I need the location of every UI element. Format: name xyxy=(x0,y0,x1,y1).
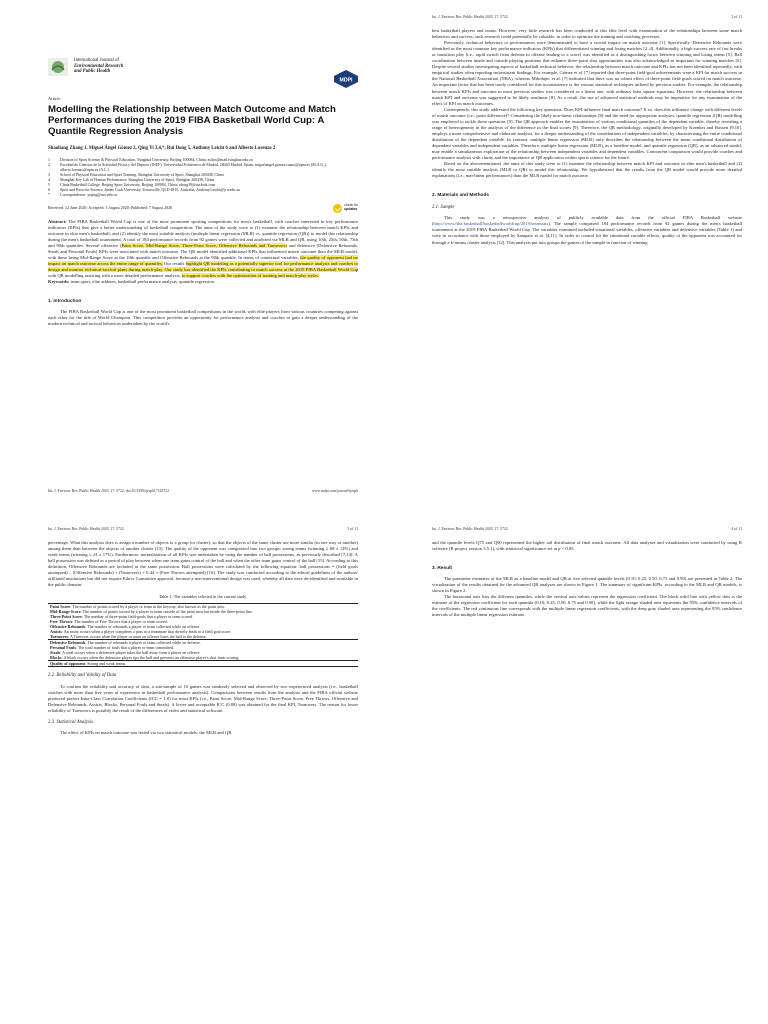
journal-header xyxy=(48,58,358,94)
methods-heading: 2. Materials and Methods xyxy=(432,193,490,199)
affiliation-number: 2 xyxy=(48,162,50,167)
reliability-subheading: 2.2. Reliability and Validity of Data xyxy=(48,673,117,679)
body-paragraph: Consequently, this study addressed the following key questions: Does KPI influence final match outcome? If so, does this influence change with different levels of match outcome (i.e., point difference)? Considering the likely non-linear relationships [8] and the need for appropriate analyses, quantile regression (QR) modelling was employed to tackle these questions [9]. The QR approach enables the examination of various conditional quantiles of the dependent variable, thereby revealing a range of heterogeneity in the analysis of the difference in the final scores [9]. Therefore, the QR methodology, originally developed by Koenker and Bassett [9,10], employs a more comprehensive and elaborate analysis, for a deeper understanding of the contributions of independent variables, by characterizing the entire conditional distribution of the dependent variable. In contrast, multiple linear regression (MLR) only describes the relationship between the mean conditional distribution of dependent variables and independent variables. Therefore, multiple linear regression (MLR), as a baseline model, and quantile regression (QR), as an advanced model, may enable a simultaneous exploration of the relationship between independent variables and dependent variables. Concurrent comparison would provide coaches and performance analysts with clarity and the importance of QR application within sports science for the future. xyxy=(432,106,742,161)
affiliation-number: * xyxy=(48,192,50,197)
sample-subheading: 2.1. Sample xyxy=(432,205,455,211)
journal-name-line2: Environmental Research xyxy=(74,63,124,69)
page-3 xyxy=(0,512,384,1024)
variable-name: Blocks xyxy=(50,655,62,661)
page-2 xyxy=(384,0,768,512)
abstract-text-1: The FIBA Basketball World Cup is one of the most prominent sporting competitions for men's basketball, with coaches interested in key performance indicators (KPIs) that give a better understanding of basketball competition. The aims of the study were to (1) examine the relationship between match KPIs and outcome in elite men's basketball; and (2) identify the most suitable analysis (multiple linear regression (MLR) vs. quantile regression (QR)) to model this relationship during the men's basketball tournament. A total of 184 performance records from 92 games were collected and analyzed via MLR and QR, using 10th, 25th, 50th, 75th and 90th quantiles. Several offensive ( xyxy=(48,218,358,248)
affiliation-text: Facultad de Ciencias de la Actividad Física y del Deporte (INEF), Universidad Politécnica de Madrid, 28040 Madrid, Spain; miguelangel.gomez.ruano@upm.es (M.Á.G.); alberto.lorenzo@upm.es (A.L.) xyxy=(60,162,327,172)
variable-name: Free Throws xyxy=(50,619,73,625)
variable-description: : An assist occurs when a player completes a pass to a teammate that directly leads to a field goal score. xyxy=(61,629,232,635)
affiliation-list xyxy=(48,158,358,198)
variable-name: Three-Point Score xyxy=(50,614,82,620)
check-for-updates-badge[interactable] xyxy=(333,204,358,213)
variable-description: : The total number of fouls that a player or team committed. xyxy=(75,645,174,651)
statistical-analysis-subheading: 2.3. Statistical Analysis xyxy=(48,719,93,725)
body-paragraph: The effect of KPIs on match outcome was tested via two statistical models: the MLR and QR xyxy=(60,729,232,735)
keywords xyxy=(48,279,358,285)
variable-description: : A steal occurs when a defensive player takes the ball away from a player on offence. xyxy=(60,650,201,656)
variable-name: Paint Score xyxy=(50,604,71,610)
paper-title: Modelling the Relationship between Match Outcome and Match Performances during the 2019 FIBA Basketball World Cup: A Quantile Regression Analysis xyxy=(48,104,336,138)
intro-heading: 1. Introduction xyxy=(48,299,82,305)
dates-row xyxy=(48,204,358,213)
keywords-label: Keywords: xyxy=(48,279,70,285)
abstract-label: Abstract: xyxy=(48,218,67,224)
page-2-running-head xyxy=(432,14,742,20)
variable-name: Mid-Range Score xyxy=(50,609,81,615)
affiliation-text: China Basketball College, Beijing Sport University, Beijing 100084, China; rdong39@outlook.com xyxy=(60,182,216,187)
citation-doi: Int. J. Environ. Res. Public Health 2020, 17, 5722; doi:10.3390/ijerph17165722 xyxy=(48,489,170,493)
sample-text-a: This study was a retrospective analysis of publicly available data from the official FIBA Basketball website ( xyxy=(432,215,742,227)
mdpi-logo-icon xyxy=(334,70,358,88)
affiliation-text: School of Physical Education and Sport Training, Shanghai University of Sport, Shanghai 200438, China xyxy=(60,172,224,177)
journal-name-line3: and Public Health xyxy=(74,69,111,75)
journal-branding xyxy=(48,58,123,76)
affiliation-number: 1 xyxy=(48,157,50,162)
results-heading: 3. Result xyxy=(432,566,452,572)
affiliation-item xyxy=(48,193,358,198)
variable-description: : The number of rebounds a player or team collected while on offence. xyxy=(85,624,201,630)
variable-description: : The number of rebounds a player or team collected while on defense. xyxy=(85,640,201,646)
variable-description: : The number of three-point field-goals that a player or team scored. xyxy=(81,614,194,620)
affiliation-text: Sport and Exercise Science, James Cook University, Townsville, QLD 4810, Australia; Anthony.Leicht@jcu.edu.au xyxy=(60,187,240,192)
variable-name: Assists xyxy=(50,629,62,635)
article-type: Article xyxy=(48,96,61,101)
check-updates-line1: check for xyxy=(344,203,358,208)
body-paragraph: best basketball players and teams. However, very little research has been conducted at this elite level with examination of the relationships between some match behaviors and success; such research could potentially be valuable, in order to optimize the training and coaching processes. xyxy=(432,28,742,40)
page-3-running-head xyxy=(48,526,358,532)
journal-url[interactable]: www.mdpi.com/journal/ijerph xyxy=(312,489,358,493)
table-row xyxy=(48,661,358,667)
fiba-stats-link[interactable]: http://www.fiba.basketball/basketballworldcup/2019/teamstats xyxy=(433,221,549,227)
affiliation-text: Division of Sport Science & Physical Education, Tsinghua University, Beijing 100084, China; zslinx@mail.tsinghua.edu.cn xyxy=(60,157,253,162)
publication-dates: Received: 12 June 2020; Accepted: 3 August 2020; Published: 7 August 2020 xyxy=(48,205,173,211)
variable-description: : The number of points scored by a player or team in the keyway, also known as the paint area. xyxy=(70,604,225,610)
abstract-text-2: ) and defensive (Defensive Rebounds, Steals and Personal Fouls) KPIs were associated with match outcome. The QR model identified additional KPIs that influenced match outcome than the MLR model, with these being Mid-Range Score at the 10th quantile and Offensive Rebounds at the 90th quantile. In terms of contextual variables, xyxy=(48,242,358,260)
keywords-text: team sport; elite athletes; basketball performance analysis; quantile regression xyxy=(69,279,214,285)
intro-paragraph: The FIBA Basketball World Cup is one of the most prominent basketball competitions in the world, with elite players from various countries competing against each other for the title of World Champion. This competition provides an opportunity for performance analysts and coaches to gain a deeper understanding of the modern technical and tactical behaviors undertaken by the world's xyxy=(48,309,358,327)
affiliation-text: Correspondence: yiqing@sus.edu.cn xyxy=(60,192,118,197)
abstract-highlight-4: to support coaches with the optimization of training and match-play styles. xyxy=(181,273,320,279)
affiliation-number: 5 xyxy=(48,182,50,187)
page-4-running-head xyxy=(432,526,742,532)
running-head-citation: Int. J. Environ. Res. Public Health 2020, 17, 5722 xyxy=(432,15,508,19)
abstract-text-3: Our results xyxy=(162,260,186,266)
running-head-citation: Int. J. Environ. Res. Public Health 2020, 17, 5722 xyxy=(432,527,508,531)
variable-name: Personal Fouls xyxy=(50,645,76,651)
variable-name: Turnovers xyxy=(50,634,69,640)
page-1-footer xyxy=(48,488,358,494)
body-paragraph: The horizontal axis lists the different quantiles, while the vertical axis values represent the regression coefficient. The black solid line with yellow dots is the estimate of the regression coefficient for each quantile (0.10, 0.25, 0.50, 0.75 and 0.90), while the light orange shaded area represents the 95% confidence intervals of the coefficients. The red continuous line corresponds with the multiple linear regression coefficients, with the deep gray shaded area representing the 95% confidence intervals of the multiple linear regression estimate. xyxy=(432,594,742,618)
affiliation-number: 3 xyxy=(48,172,50,177)
abstract xyxy=(48,219,358,286)
body-paragraph: Based on the abovementioned, the aims of this study were to (1) examine the relationship between match KPI and outcome in elite men's basketball and (2) identify the most suitable analysis (MLR or QR) to model this relationship. We hypothesized that the results from the QR model would provide more detailed explanations (i.e., non-linear performances) than the MLR model for match outcome. xyxy=(432,161,742,179)
page-number: 3 of 11 xyxy=(347,527,358,531)
author-list: Shaoliang Zhang 1, Miguel Ángel Gómez 2, Qing Yi 3,4,*, Rui Dong 5, Anthony Leicht 6 and Alberto Lorenzo 2 xyxy=(48,145,276,151)
page-number: 2 of 11 xyxy=(731,15,742,19)
mdpi-logo-text: MDPI xyxy=(339,77,353,84)
body-paragraph xyxy=(432,215,742,245)
table-1-caption: Table 1. The variables selected in the current study. xyxy=(158,594,248,600)
body-paragraph: The parameter estimates of the MLR as a baseline model and QR at five selected quantile levels (0.10, 0.25, 0.50, 0.75 and 0.90) are presented in Table 2. The visualization of the results obtained for the advanced QR analyses are shown in Figure 1. The summary of significant KPIs, according to the MLR and QR models, is shown in Figure 2. xyxy=(432,576,742,594)
abstract-highlight-1: Paint Score, Mid-Range Score, Three-Point Score, Offensive Rebounds and Turnovers xyxy=(121,242,286,248)
affiliation-number: 6 xyxy=(48,187,50,192)
variable-description: : Strong and weak teams. xyxy=(85,661,127,667)
variable-name: Steals xyxy=(50,650,61,656)
variable-description: : The number of Free Throws that a player or team scored. xyxy=(72,619,168,625)
affiliation-number: 4 xyxy=(48,177,50,182)
page-4 xyxy=(384,512,768,1024)
variable-description: : The number of points scored by a player or team outside of the paint area but inside the three-point line. xyxy=(80,609,253,615)
journal-logo-icon xyxy=(48,58,68,76)
body-paragraph: Previously, technical behaviors or performances were demonstrated to have a crucial impact on match outcome [1]. Specifically, Defensive Rebounds were identified as the most common key performance indicators (KPIs) that differentiated winning and losing matches [2–4]. Additionally, a high success rate of fast breaks or transition play (i.e., rapid switch from defense to offense leading to a score) was identified as a distinguishing factor between winning and losing teams [5]. Ball coordination between inside and outside playing positions that enhance three-point shot opportunities was also acknowledged as important for winning matches [6]. Despite several studies investigating aspects of basketball technical behavior, the relationship between match outcome and KPIs has not been identified repeatedly, with empirical studies often reporting inconsistent findings. For example, Gómez et al. [7] reported that three-point field-goal achievements were a KPI for match success in the National Basketball Association (NBA), whereas Mikołajec et al. [7] indicated that there was no robust effect of three-point field-goals scored on match outcome. An important factor that has been rarely considered for this inconsistency is the various statistical techniques utilized by previous studies. For example, the relationship between match KPIs and outcome in most previous studies was considered as a linear one, with ordinary least square equations. However, the relationship between match KPI and outcome was suggested to be likely nonlinear [8]. As a result, the use of advanced statistical methods may be imperative for any examination of the effect of KPI on match outcomes. xyxy=(432,40,742,106)
journal-name xyxy=(74,58,123,75)
body-paragraph: percentage. What this analysis does is assign a number of objects to a group (or cluster), so that the objects of the same cluster are more similar (in one way or another) among them than between the objects of another cluster [13]. The quality of the opponent was categorized into two groups: strong teams (winning ≥ 68 ± 14%) and weak teams (winning ≤ 24 ± 17%). Furthermore, normalization of all KPIs was undertaken by using the number of ball possessions, as previously described [7,14]. A ball possession was defined as a period of play between when one team gains control of the ball and when the other team gains control of the ball [15]. According to this definition, Offensive Rebounds are included in the same possession. Ball possessions were calculated by the following equation: ball possessions = (field goals attempted) – (Offensive Rebounds) + (Turnovers) + 0.44 × (Free Throws attempted) [16]. The study was conducted according to the ethical guidelines of the authors' affiliated institutions but did not require Ethics Committee approval, because a non-interventional design was used, whereby all data were de-identified and available in the public domain. xyxy=(48,540,358,588)
variable-name: Offensive Rebounds xyxy=(50,624,86,630)
check-updates-icon xyxy=(333,204,342,213)
variable-name: Quality of opponent xyxy=(50,661,86,667)
page-number: 4 of 11 xyxy=(731,527,742,531)
variable-name: Defensive Rebounds xyxy=(50,640,86,646)
variable-description: : A Turnover occurs when the player or team on offence loses the ball to the defense. xyxy=(68,634,207,640)
body-paragraph: To confirm the reliability and accuracy of data, a sub-sample of 10 games was randomly selected and observed by two experienced analysts (i.e., basketball coaches with more than five years of experience in basketball performance analysis). Comparisons between results from the analysts and the FIBA official website produced perfect Intra-Class Correlation Coefficients (ICC = 1.0) for most KPIs (i.e., Paint Score, Mid-Range Score, Three-Point Score, Free Throws, Offensive and Defensive Rebounds, Assists, Blocks, Personal Fouls and Steals). A lower and acceptable ICC (0.88) was obtained for the final KPI, Turnovers. The reason for lower reliability of Turnovers is possibly the result of the differences of video and statistical software. xyxy=(48,683,358,713)
check-updates-line2: updates xyxy=(344,207,358,212)
page-1 xyxy=(0,0,384,512)
body-paragraph: and the quantile levels Q75 and Q90 represented the higher tail distribution of final match outcome. All data analyses and visualization were conducted by using R software (R project version 3.5.1), with statistical significance set at p < 0.05. xyxy=(432,540,742,552)
running-head-citation: Int. J. Environ. Res. Public Health 2020, 17, 5722 xyxy=(48,527,124,531)
sample-text-b: ). The sample comprised 184 performance records from 92 games during the men's basketball tournament at the 2019 FIBA Basketball World Cup. The variables examined included situational variables, offensive variables and defensive variables (Table 1) and were in accordance with those employed by Sampaio et al. [4,11]. In order to control for the situational variable effects, quality of the opponent was accounted for through a k-means cluster analysis [12]. This analysis put into groups the games of the sample in function of winning xyxy=(432,221,742,245)
abstract-text-4: with QR modelling assisting with a more detailed performance analysis, xyxy=(48,273,182,279)
journal-name-line1: International Journal of xyxy=(74,58,120,63)
affiliation-text: Shanghai Key Lab of Human Performance, Shanghai University of Sport, Shanghai 200438, China xyxy=(60,177,215,182)
variables-table xyxy=(48,603,358,667)
affiliation-item xyxy=(48,163,358,173)
abstract-highlight-3: highlight QR modeling as a potentially superior tool for performance analysts and coaches to design and monitor technical-tactical plans during match-play. Our study has identified the KPIs contributing to match success at the 2019 FIBA Basketball World Cup xyxy=(48,260,358,273)
abstract-highlight-2: the quality of opponent had no impact on match outcome across the entire range of quantiles. xyxy=(48,254,358,266)
variable-description: : A block occurs when the defensive player tips the ball and prevents an offensive player's shot from scoring. xyxy=(61,655,240,661)
